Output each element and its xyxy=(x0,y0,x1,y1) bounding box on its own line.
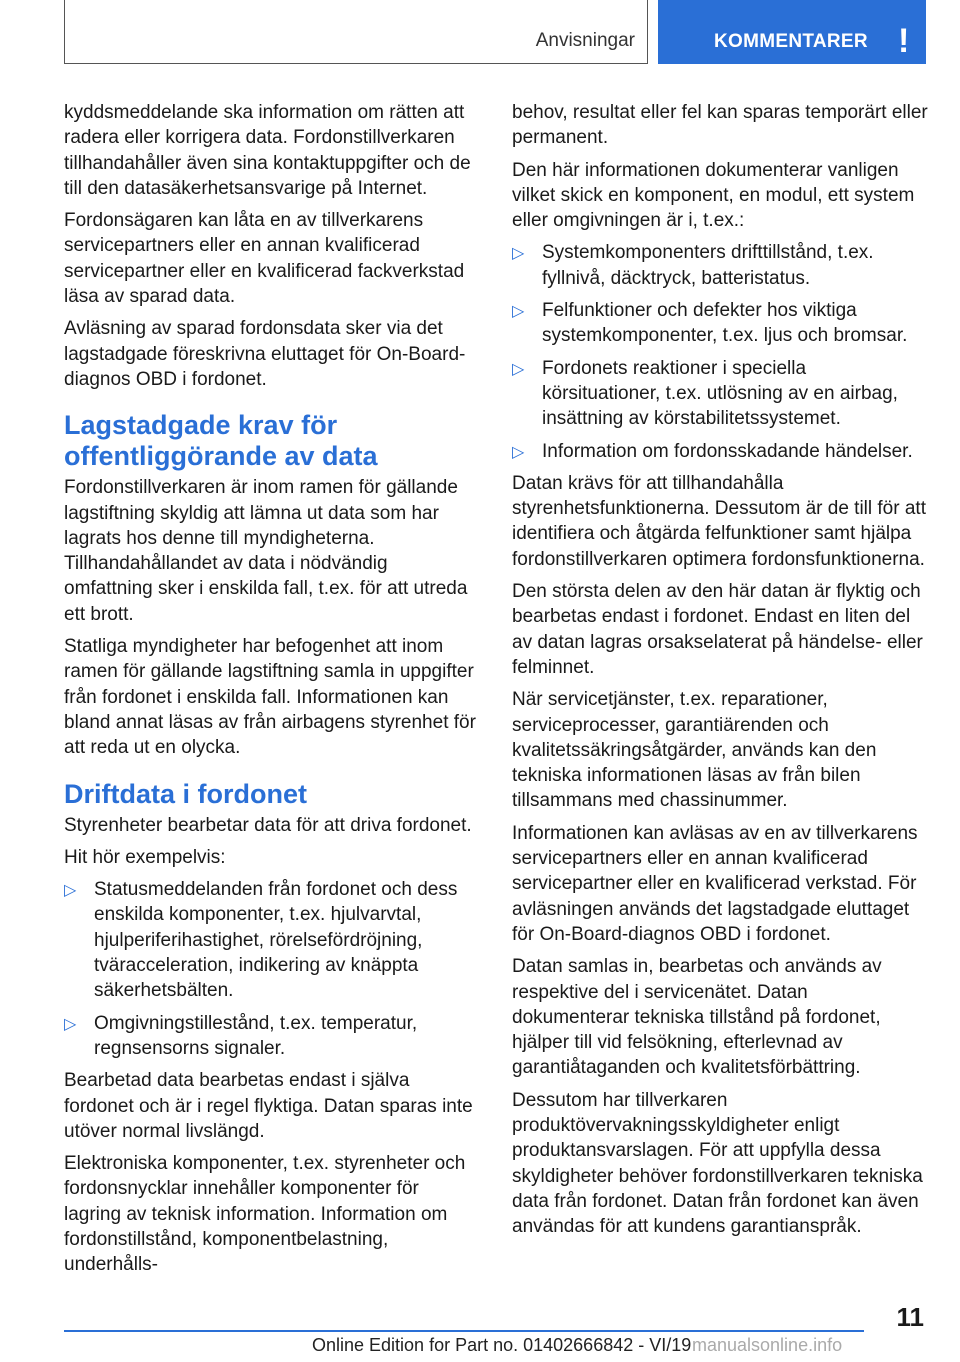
section-heading: Driftdata i fordonet xyxy=(64,778,307,809)
paragraph: Datan krävs för att tillhandahålla styrenhetsfunktionerna. Dessutom är de till för att identifiera och åtgärda felfunktioner samt hjälpa fordonstillverkaren optimera fordonsfunktionerna. xyxy=(512,472,926,570)
list-item: ▷ Felfunktioner och defekter hos viktiga systemkomponenter, t.ex. ljus och bromsar. xyxy=(512,300,908,347)
paragraph: Den största delen av den här datan är flyktig och bearbetas endast i fordonet. Endast en liten del av datan lagras orsakselaterat på händelse- eller felminnet. xyxy=(512,581,923,678)
triangle-bullet-icon: ▷ xyxy=(64,1015,77,1033)
section-heading: Lagstadgade krav för offentliggörande av data xyxy=(64,410,378,472)
tab-instructions[interactable]: Anvisningar xyxy=(535,30,635,51)
footer-edition: Online Edition for Part no. 01402666842 - VI/19 xyxy=(312,1335,692,1355)
paragraph: Styrenheter bearbetar data för att driva fordonet. xyxy=(64,814,472,836)
right-column xyxy=(512,100,928,1246)
paragraph: Avläsning av sparad fordonsdata sker via det lagstadgade föreskrivna eluttaget för On-Board-diagnos OBD i fordonet. xyxy=(64,318,466,390)
paragraph: Fordonstillverkaren är inom ramen för gällande lagstiftning skyldig att lämna ut data som har lagrats hos denne till myndigheterna. Tillhandahållandet av data i nödvändig omfattning sker i enskilda fall, t.ex. för att utreda ett brott. xyxy=(64,477,468,625)
paragraph: Hit hör exempelvis: xyxy=(64,846,226,868)
list-item: ▷ Statusmeddelanden från fordonet och dess enskilda komponenter, t.ex. hjulvarvtal, hjulperiferihastighet, rörelsefördröjning, tväracceleration, indikering av knäppta säkerhetsbälten. xyxy=(64,879,458,1002)
header-frame xyxy=(64,0,648,64)
paragraph: Bearbetad data bearbetas endast i själva fordonet och är i regel flyktiga. Datan sparas inte utöver normal livslängd. xyxy=(64,1070,473,1142)
triangle-bullet-icon: ▷ xyxy=(512,303,525,321)
triangle-bullet-icon: ▷ xyxy=(512,443,525,461)
list-item: ▷ Fordonets reaktioner i speciella körsituationer, t.ex. utlösning av en airbag, insättning av körstabilitetssystemet. xyxy=(512,357,898,430)
paragraph: När servicetjänster, t.ex. reparationer, serviceprocesser, garantiärenden och kvalitetssäkringsåtgärder, används kan den tekniska informationen läsas av från bilen tillsammans med chassinummer. xyxy=(512,689,877,812)
paragraph: Den här informationen dokumenterar vanligen vilket skick en komponent, en modul, ett system eller omgivningen är i, t.ex.: xyxy=(512,159,915,232)
bullet-list xyxy=(64,877,480,1061)
triangle-bullet-icon: ▷ xyxy=(512,245,525,263)
footer-watermark: manualsonline.info xyxy=(692,1335,843,1355)
paragraph: Statliga myndigheter har befogenhet att inom ramen för gällande lagstiftning samla in uppgifter från fordonet i enskilda fall. Informationen kan bland annat läsas av från airbagens styrenhet för att reda ut en olycka. xyxy=(64,636,476,759)
tab-comments[interactable] xyxy=(658,0,926,64)
paragraph: Elektroniska komponenter, t.ex. styrenheter och fordonsnycklar innehåller komponenter för lagring av teknisk information. Information om fordonstillstånd, komponentbelastning, underhålls- xyxy=(64,1153,466,1276)
triangle-bullet-icon: ▷ xyxy=(512,360,525,378)
paragraph: behov, resultat eller fel kan sparas temporärt eller permanent. xyxy=(512,102,928,149)
paragraph: kyddsmeddelande ska information om rätten att radera eller korrigera data. Fordonstillverkaren tillhandahåller även sina kontaktuppgifter och de till den datasäkerhetsansvarige på Internet. xyxy=(64,102,471,199)
list-item: ▷ Information om fordonsskadande händelser. xyxy=(512,439,928,464)
list-item: ▷ Systemkomponenters drifttillstånd, t.ex. fyllnivå, däcktryck, batteristatus. xyxy=(512,242,874,289)
paragraph: Datan samlas in, bearbetas och används av respektive del i servicenätet. Datan dokumenterar tekniska tillstånd på fordonet, hjälper till vid felsökning, efterlevnad av garantiåtaganden och kvalitetsförbättring. xyxy=(512,956,882,1079)
paragraph: Informationen kan avläsas av en av tillverkarens servicepartners eller en annan kvalificerad servicepartner eller en kvalificerad verkstad. För avläsningen används det lagstadgade eluttaget för On-Board-diagnos OBD i fordonet. xyxy=(512,822,918,945)
page-number: 11 xyxy=(896,1302,924,1332)
footer-divider xyxy=(64,1330,864,1332)
paragraph: Fordonsägaren kan låta en av tillverkarens servicepartners eller en annan kvalificerad servicepartner eller en kvalificerad fackverkstad läsa av sparad data. xyxy=(64,210,465,308)
bullet-list xyxy=(512,240,928,463)
triangle-bullet-icon: ▷ xyxy=(64,882,77,900)
tab-comments-label: KOMMENTARER xyxy=(714,31,868,52)
list-item: ▷ Omgivningstillestånd, t.ex. temperatur, regnsensorns signaler. xyxy=(64,1012,418,1059)
left-column xyxy=(64,100,480,1285)
paragraph: Dessutom har tillverkaren produktövervakningsskyldigheter enligt produktansvarslagen. För att uppfylla dessa skyldigheter behöver fordonstillverkaren tekniska data från fordonet. Datan från fordonet kan även användas för att kundens garantianspråk. xyxy=(512,1089,923,1238)
exclamation-icon: ! xyxy=(898,22,910,60)
